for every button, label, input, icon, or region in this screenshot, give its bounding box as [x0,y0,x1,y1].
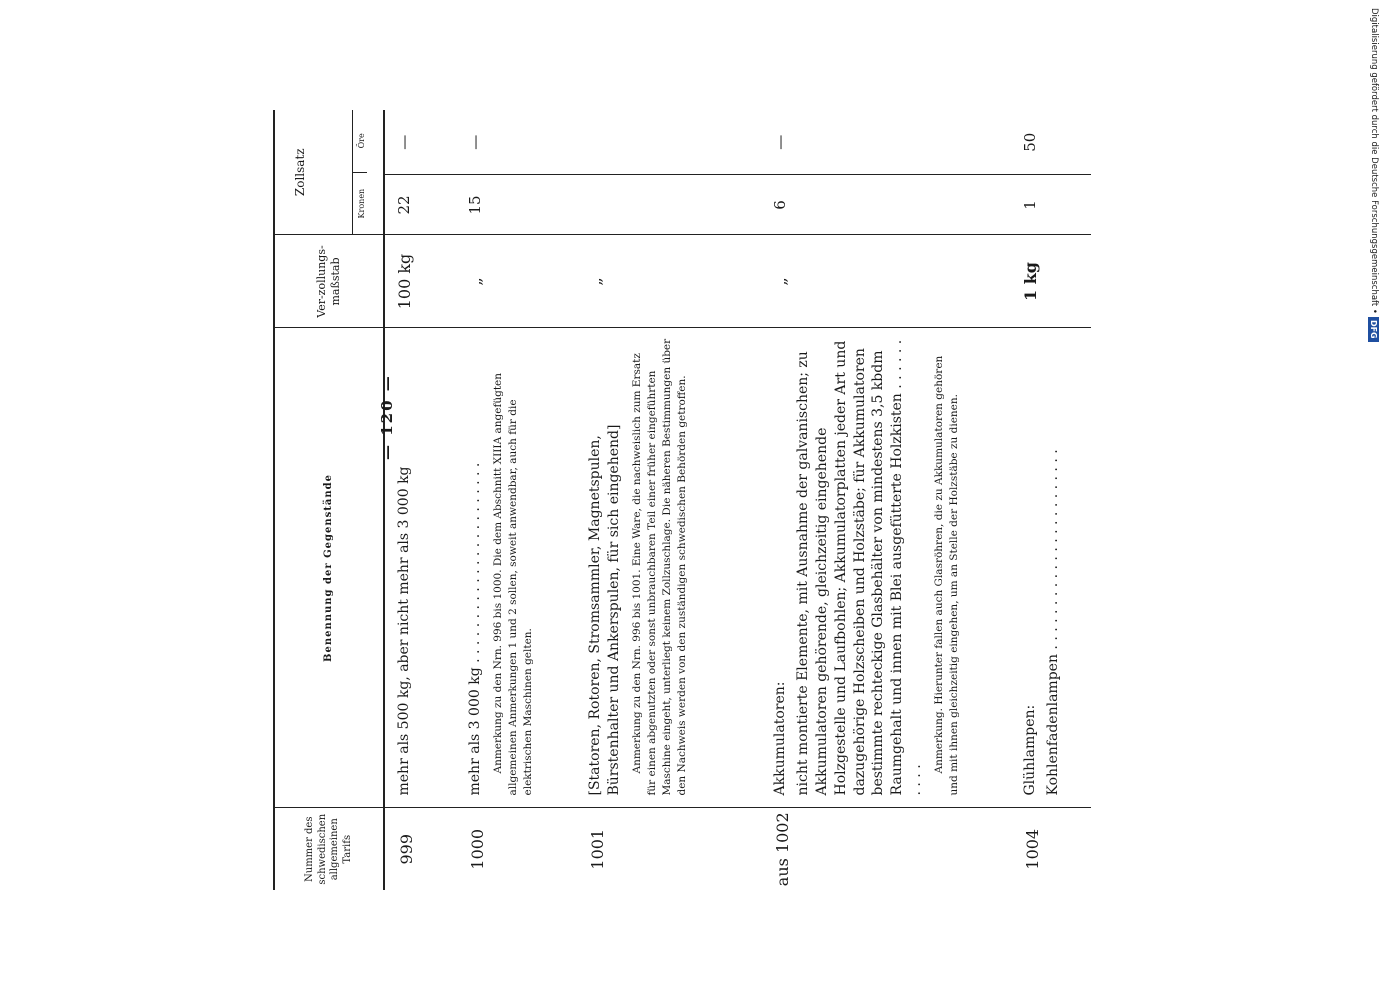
row-kronen [576,175,761,235]
row-basis: „ [761,235,1011,328]
row-ore: — [395,134,413,150]
header-kronen: Kronen [353,172,367,235]
row-kronen: 6 [761,175,1011,235]
row-description-text: nicht montierte Elemente, mit Ausnahme der galvanischen; zu Akkumulatoren gehörende, gleichzeitig eingehende Holzgestelle und Laufbohlen; Akkumulatorplatten jeder Art und dazugehörige Holzscheiben und Holzstäbe; für Akkumulatoren bestimmte rechteckige Glasbehälter von mindestens 3,5 kbdm Raumgehalt und innen mit Blei ausgefütterte Holzkisten . . . . . . . . . . [794,339,925,796]
header-number: Nummer des schwedischen allgemeinen Tarifs [274,808,384,890]
row-number: 999 [384,808,456,890]
row-description-text: [Statoren, Rotoren, Stromsammler, Magnetspulen, Bürstenhalter und Ankerspulen, für sich eingehend] [587,424,622,796]
row-description [576,328,761,808]
header-rate [274,110,384,235]
row-description-text: mehr als 500 kg, aber nicht mehr als 3 000 kg [396,466,412,796]
row-number: 1000 [456,808,576,890]
row-number: 1001 [576,808,761,890]
header-description: Benennung der Gegenstände [274,328,384,808]
row-description-text: mehr als 3 000 kg . . . . . . . . . . . . . . . . . . . . . . . [467,462,483,796]
header-rate-title: Zollsatz [293,148,307,197]
table-row [384,110,456,890]
row-description-text: Kohlenfadenlampen . . . . . . . . . . . . . . . . . . . . . . . [1044,449,1061,796]
header-rate-subcolumns [352,110,367,235]
tariff-table [273,110,1091,890]
row-note: Anmerkung. Hierunter fallen auch Glasröhren, die zu Akkumulatoren gehören und mit ihnen gleichzeitig eingehen, um an Stelle der Holzstäbe zu dienen. [933,355,961,796]
row-ore [576,110,761,175]
row-kronen: 1 [1011,175,1091,235]
row-ore: — [466,134,484,150]
page-number: — 120 — [378,374,396,460]
header-basis: Ver-zollungs-maßstab [274,235,384,328]
dfg-logo: DFG [1369,317,1380,342]
row-heading: Glühlampen: [1022,704,1038,796]
table-row [576,110,761,890]
table-row [761,110,1011,890]
row-ore: 50 [1021,132,1039,152]
row-description [1011,328,1091,808]
row-kronen: 15 [456,175,576,235]
row-basis: „ [576,235,761,328]
row-ore: — [771,134,789,150]
row-basis: „ [456,235,576,328]
table-row [1011,110,1091,890]
row-basis: 1 kg [1011,235,1091,328]
row-heading: Akkumulatoren: [772,681,788,796]
rotated-tariff-page [273,110,1173,890]
digitization-notice [1366,8,1382,393]
row-basis: 100 kg [384,235,456,328]
row-description [761,328,1011,808]
row-number: 1004 [1011,808,1091,890]
row-number: aus 1002 [761,808,1011,890]
row-note: Anmerkung zu den Nrn. 996 bis 1000. Die dem Abschnitt XIIIA angefügten allgemeinen Anmerkungen 1 und 2 sollen, soweit anwendbar, auch für die elektrischen Maschinen gelten. [491,372,535,796]
row-note: Anmerkung zu den Nrn. 996 bis 1001. Eine Ware, die nachweislich zum Ersatz für einen abgenutzten oder sonst unbrauchbaren Teil einer früher eingeführten Maschine eingeht, unterliegt keinem Zollzuschlage. Die näheren Bestimmungen über den Nachweis werden von den zuständigen schwedischen Behörden getroffen. [630,338,689,796]
digitization-notice-text: Digitalisierung gefördert durch die Deutsche Forschungsgemeinschaft • [1369,8,1379,314]
table-row [456,110,576,890]
header-ore: Öre [357,133,366,149]
table-header-row [274,110,384,890]
row-description [456,328,576,808]
row-kronen: 22 [384,175,456,235]
